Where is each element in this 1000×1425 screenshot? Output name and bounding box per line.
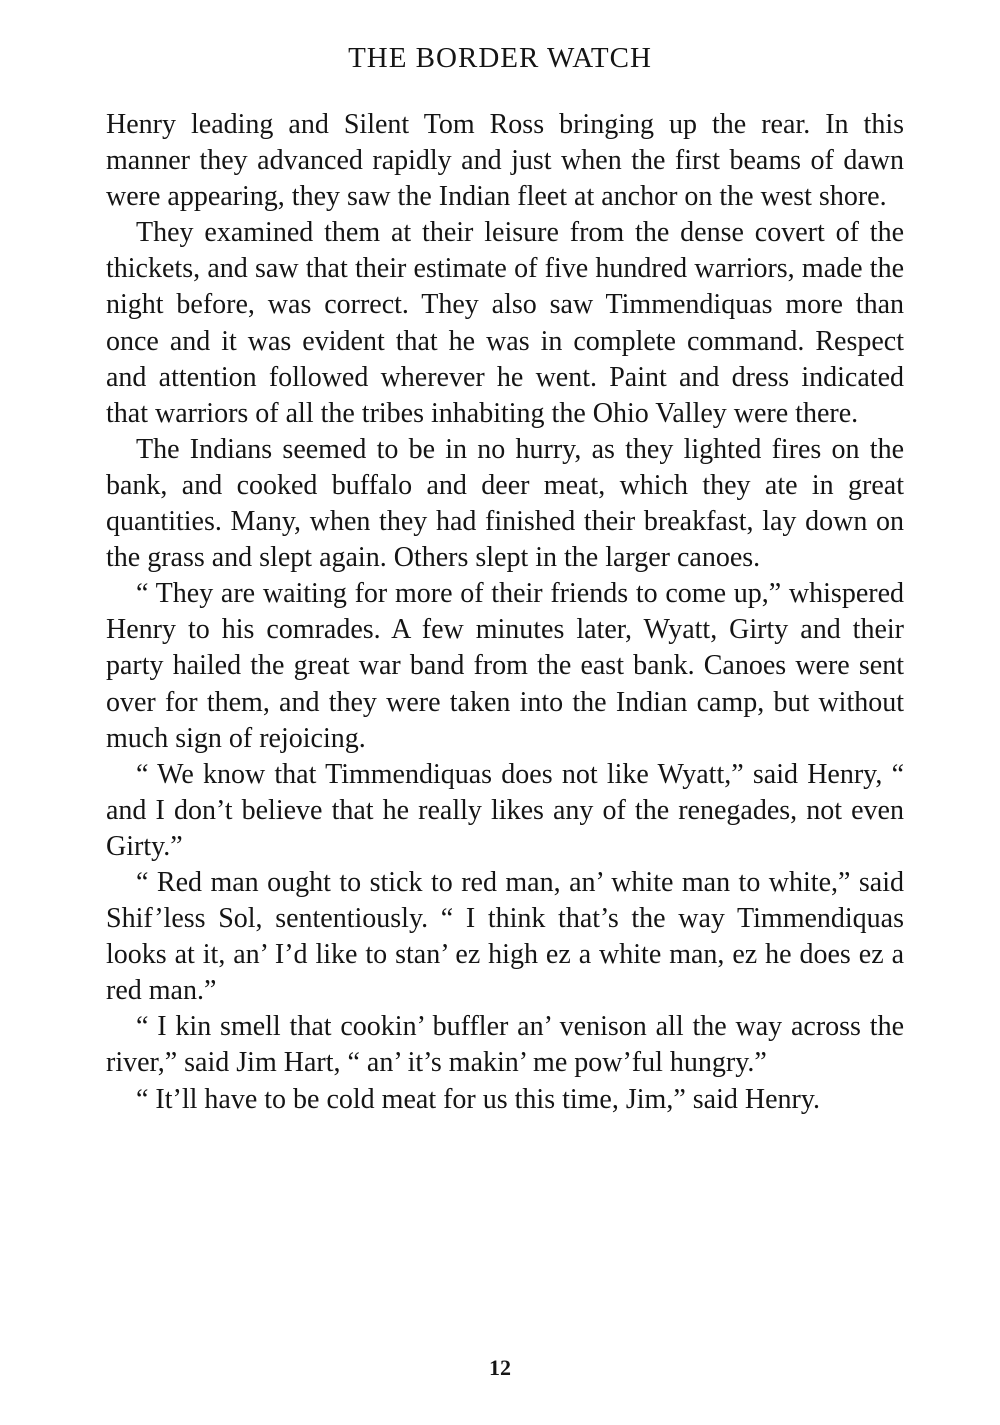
paragraph-7: “ I kin smell that cookin’ buffler an’ venison all the way across the river,” said Jim Hart, “ an’ it’s makin’ me pow’ful hungry.”	[106, 1011, 904, 1079]
paragraph-5: “ We know that Timmendiquas does not like Wyatt,” said Henry, “ and I don’t believe that he really likes any of the renegades, not even Girty.”	[106, 758, 904, 862]
paragraph-2: They examined them at their leisure from the dense covert of the thickets, and saw that their estimate of five hundred warriors, made the night before, was correct. They also saw Timmendiquas more than once and it was evident that he was in complete command. Respect and attention followed wherever he went. Paint and dress indicated that warriors of all the tribes inhabiting the Ohio Valley were there.	[106, 217, 904, 429]
page-number: 12	[489, 1355, 511, 1380]
running-head: THE BORDER WATCH	[348, 42, 652, 74]
paragraph-1: Henry leading and Silent Tom Ross bringing up the rear. In this manner they advanced rapidly and just when the first beams of dawn were appearing, they saw the Indian fleet at anchor on the west shore.	[106, 109, 904, 213]
paragraph-8: “ It’ll have to be cold meat for us this time, Jim,” said Henry.	[136, 1083, 821, 1115]
paragraph-4: “ They are waiting for more of their friends to come up,” whispered Henry to his comrades. A few minutes later, Wyatt, Girty and their party hailed the great war band from the east bank. Canoes were sent over for them, and they were taken into the Indian camp, but without much sign of rejoicing.	[106, 578, 904, 754]
body-text	[106, 107, 904, 1118]
paragraph-3: The Indians seemed to be in no hurry, as they lighted fires on the bank, and cooked buffalo and deer meat, which they ate in great quantities. Many, when they had finished their breakfast, lay down on the grass and slept again. Others slept in the larger canoes.	[106, 433, 904, 574]
paragraph-6: “ Red man ought to stick to red man, an’ white man to white,” said Shif’less Sol, sententiously. “ I think that’s the way Timmendiquas looks at it, an’ I’d like to stan’ ez high ez a white man, ez he does ez a red man.”	[106, 866, 904, 1007]
